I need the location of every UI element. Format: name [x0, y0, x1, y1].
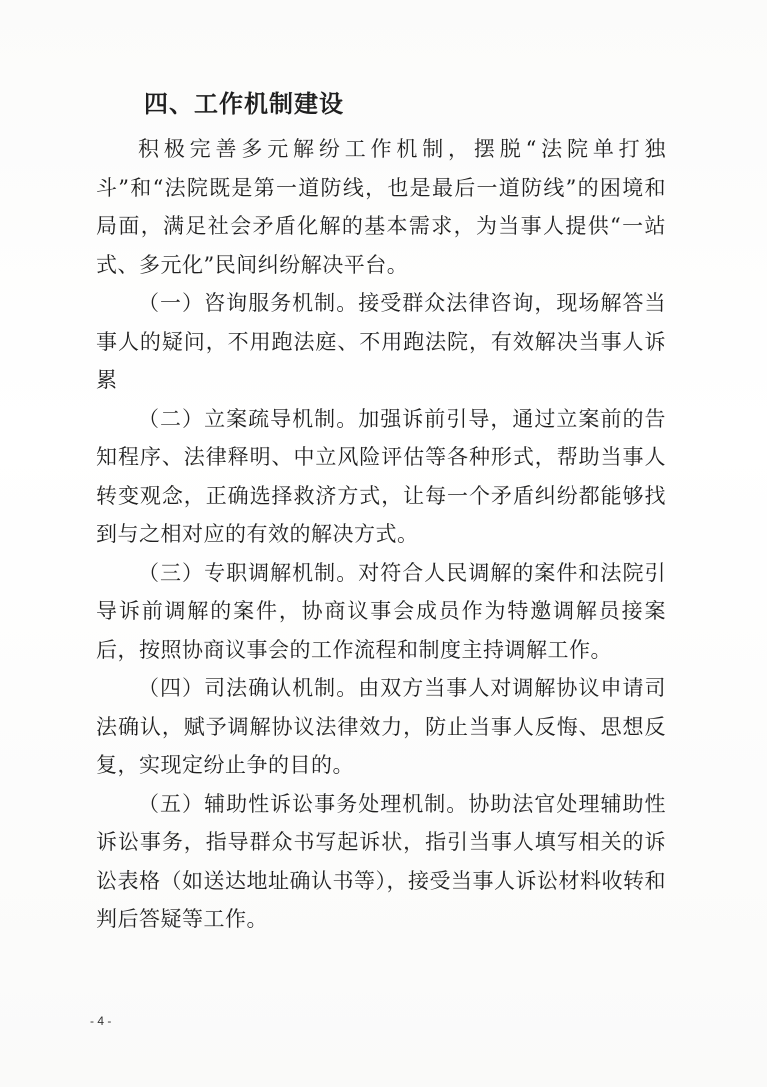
paragraph-judicial-confirmation: （四）司法确认机制。由双方当事人对调解协议申请司法确认，赋予调解协议法律效力，防止当事人反悔、思想反复，实现定纷止争的目的。: [96, 676, 666, 777]
section-heading: 四、工作机制建设: [144, 90, 344, 118]
document-body: [96, 86, 666, 939]
paragraph-consultation-mechanism: （一）咨询服务机制。接受群众法律咨询，现场解答当事人的疑问，不用跑法庭、不用跑法院，有效解决当事人诉累: [96, 291, 666, 392]
paragraph-mediation-mechanism: （三）专职调解机制。对符合人民调解的案件和法院引导诉前调解的案件，协商议事会成员作为特邀调解员接案后，按照协商议事会的工作流程和制度主持调解工作。: [96, 560, 666, 662]
intro-paragraph: 积极完善多元解纷工作机制，摆脱“法院单打独斗”和“法院既是第一道防线，也是最后一道防线”的困境和局面，满足社会矛盾化解的基本需求，为当事人提供“一站式、多元化”民间纠纷解决平台。: [96, 137, 666, 277]
paragraph-case-filing-guidance: （二）立案疏导机制。加强诉前引导，通过立案前的告知程序、法律释明、中立风险评估等各种形式，帮助当事人转变观念，正确选择救济方式，让每一个矛盾纠纷都能够找到与之相对应的有效的解决方式。: [96, 406, 666, 546]
paragraph-auxiliary-litigation: （五）辅助性诉讼事务处理机制。协助法官处理辅助性诉讼事务，指导群众书写起诉状，指引当事人填写相关的诉讼表格（如送达地址确认书等），接受当事人诉讼材料收转和判后答疑等工作。: [96, 791, 666, 931]
page-number: - 4 -: [90, 1014, 112, 1028]
